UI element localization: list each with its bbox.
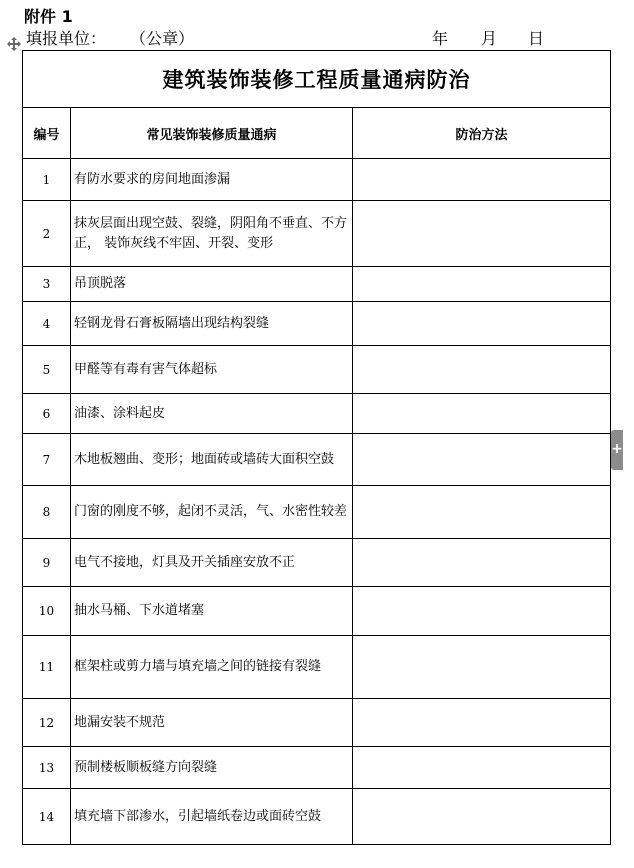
row-issue: 甲醛等有毒有害气体超标 <box>71 346 353 394</box>
row-issue: 填充墙下部渗水，引起墙纸卷边或面砖空鼓 <box>71 789 353 845</box>
row-issue: 门窗的刚度不够，起闭不灵活，气、水密性较差 <box>71 486 353 539</box>
stamp-label: （公章） <box>130 29 195 48</box>
table-row <box>23 539 611 587</box>
header-issue: 常见装饰装修质量通病 <box>71 108 353 159</box>
row-method-cell[interactable] <box>353 394 611 434</box>
row-issue: 油漆、涂料起皮 <box>71 394 353 434</box>
row-issue: 抽水马桶、下水道堵塞 <box>71 587 353 636</box>
row-issue: 抹灰层面出现空鼓、裂缝，阴阳角不垂直、不方正， 装饰灰线不牢固、开裂、变形 <box>71 201 353 267</box>
row-method-cell[interactable] <box>353 699 611 747</box>
row-issue: 电气不接地，灯具及开关插座安放不正 <box>71 539 353 587</box>
header-row <box>23 108 611 159</box>
row-method-cell[interactable] <box>353 159 611 201</box>
row-issue: 吊顶脱落 <box>71 267 353 302</box>
row-number: 7 <box>23 434 71 486</box>
annex-label: 附件 1 <box>24 7 73 26</box>
table-row <box>23 747 611 789</box>
row-issue: 轻钢龙骨石膏板隔墙出现结构裂缝 <box>71 302 353 346</box>
row-number: 8 <box>23 486 71 539</box>
table-row <box>23 346 611 394</box>
row-method-cell[interactable] <box>353 346 611 394</box>
row-number: 13 <box>23 747 71 789</box>
table-row <box>23 789 611 845</box>
row-method-cell[interactable] <box>353 201 611 267</box>
row-number: 5 <box>23 346 71 394</box>
table-row <box>23 201 611 267</box>
row-method-cell[interactable] <box>353 434 611 486</box>
row-method-cell[interactable] <box>353 539 611 587</box>
row-method-cell[interactable] <box>353 486 611 539</box>
row-issue: 预制楼板顺板缝方向裂缝 <box>71 747 353 789</box>
row-number: 10 <box>23 587 71 636</box>
row-method-cell[interactable] <box>353 747 611 789</box>
row-issue: 有防水要求的房间地面渗漏 <box>71 159 353 201</box>
row-issue: 框架柱或剪力墙与填充墙之间的链接有裂缝 <box>71 636 353 699</box>
table-row <box>23 486 611 539</box>
row-method-cell[interactable] <box>353 636 611 699</box>
row-number: 11 <box>23 636 71 699</box>
table-row <box>23 394 611 434</box>
header-method: 防治方法 <box>353 108 611 159</box>
table-row <box>23 636 611 699</box>
row-number: 14 <box>23 789 71 845</box>
row-issue: 地漏安装不规范 <box>71 699 353 747</box>
table-title: 建筑装饰装修工程质量通病防治 <box>23 51 611 108</box>
table-row <box>23 434 611 486</box>
table-row <box>23 699 611 747</box>
table-row <box>23 267 611 302</box>
plus-icon: + <box>611 441 623 457</box>
header-number: 编号 <box>23 108 71 159</box>
row-method-cell[interactable] <box>353 587 611 636</box>
fill-in-line <box>26 26 586 48</box>
row-number: 2 <box>23 201 71 267</box>
row-number: 1 <box>23 159 71 201</box>
table-row <box>23 159 611 201</box>
side-expand-tab[interactable] <box>611 430 623 470</box>
table-move-handle-icon[interactable] <box>6 36 22 52</box>
row-number: 9 <box>23 539 71 587</box>
row-method-cell[interactable] <box>353 267 611 302</box>
title-row <box>23 51 611 108</box>
row-method-cell[interactable] <box>353 302 611 346</box>
row-issue: 木地板翘曲、变形；地面砖或墙砖大面积空鼓 <box>71 434 353 486</box>
row-number: 12 <box>23 699 71 747</box>
day-label: 日 <box>528 29 545 48</box>
unit-label: 填报单位： <box>26 29 107 48</box>
row-number: 4 <box>23 302 71 346</box>
table-row <box>23 587 611 636</box>
row-number: 6 <box>23 394 71 434</box>
year-label: 年 <box>432 29 449 48</box>
table-row <box>23 302 611 346</box>
month-label: 月 <box>481 29 498 48</box>
row-method-cell[interactable] <box>353 789 611 845</box>
quality-defects-table <box>22 50 611 845</box>
row-number: 3 <box>23 267 71 302</box>
